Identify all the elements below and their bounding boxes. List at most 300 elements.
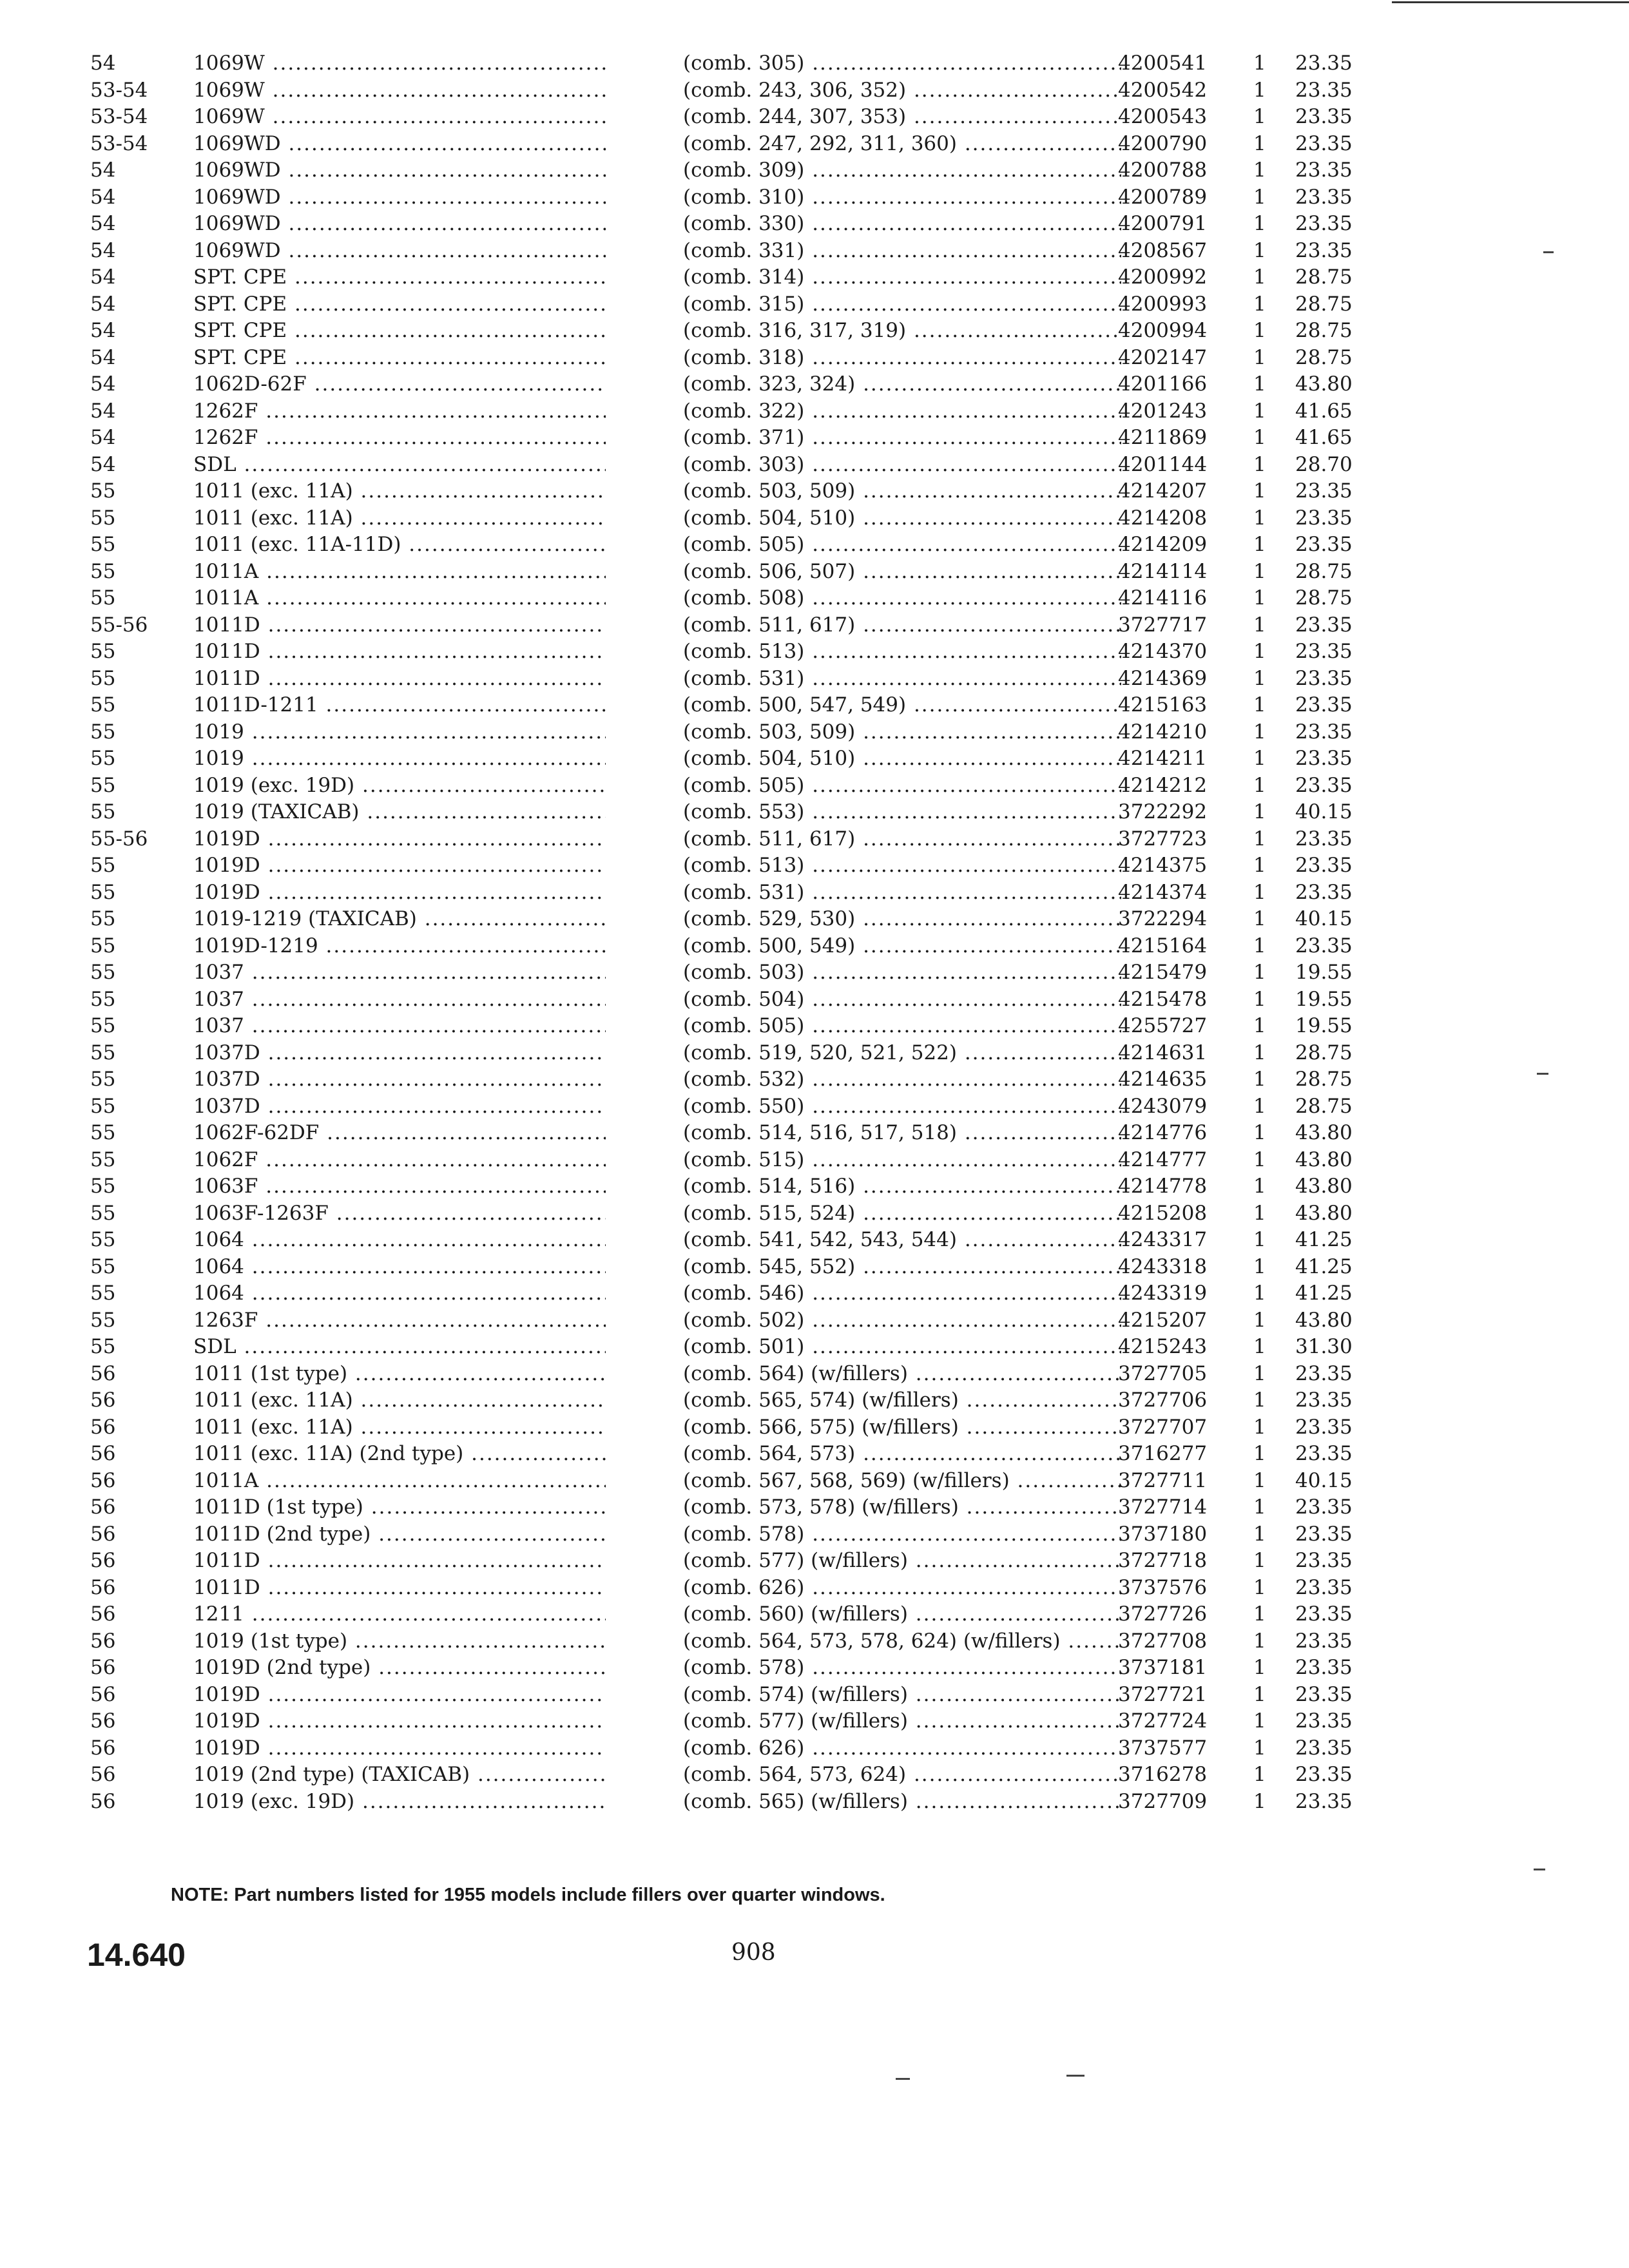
quantity-cell: 1 bbox=[1253, 399, 1266, 423]
part-number-cell: 3727711 bbox=[1118, 1468, 1208, 1492]
combination-cell: (comb. 505) ..... bbox=[683, 532, 1121, 557]
part-number-cell: 4214631 bbox=[1118, 1041, 1208, 1064]
year-cell: 55 bbox=[90, 773, 116, 797]
combination-cell: (comb. 515, 524) ..... bbox=[683, 1200, 1121, 1226]
table-row bbox=[0, 1548, 1629, 1573]
price-cell: 23.35 bbox=[1295, 854, 1353, 877]
part-number-cell: 3737577 bbox=[1118, 1736, 1208, 1760]
model-cell: 1211 ..... bbox=[193, 1601, 606, 1627]
model-cell: 1019 (2nd type) (TAXICAB) ..... bbox=[193, 1762, 606, 1787]
price-cell: 23.35 bbox=[1295, 479, 1353, 503]
combination-cell: (comb. 504, 510) ..... bbox=[683, 505, 1121, 531]
quantity-cell: 1 bbox=[1253, 747, 1266, 770]
table-row bbox=[0, 264, 1629, 290]
table-row bbox=[0, 1708, 1629, 1734]
model-cell: 1011D ..... bbox=[193, 666, 606, 691]
part-number-cell: 4208567 bbox=[1118, 238, 1208, 262]
model-cell: 1011 (exc. 11A) ..... bbox=[193, 505, 606, 531]
model-cell: 1019D ..... bbox=[193, 1708, 606, 1734]
table-row bbox=[0, 1468, 1629, 1494]
model-cell: 1064 ..... bbox=[193, 1280, 606, 1306]
price-cell: 41.25 bbox=[1295, 1228, 1353, 1251]
combination-cell: (comb. 502) ..... bbox=[683, 1307, 1121, 1333]
model-cell: 1062D-62F ..... bbox=[193, 371, 606, 397]
quantity-cell: 1 bbox=[1253, 479, 1266, 503]
table-row bbox=[0, 1682, 1629, 1707]
model-cell: SDL ..... bbox=[193, 1334, 606, 1360]
part-number-cell: 4214778 bbox=[1118, 1175, 1208, 1198]
year-cell: 56 bbox=[90, 1763, 116, 1786]
quantity-cell: 1 bbox=[1253, 1789, 1266, 1813]
part-number-cell: 3727718 bbox=[1118, 1549, 1208, 1572]
year-cell: 55 bbox=[90, 1335, 116, 1358]
table-row bbox=[0, 345, 1629, 370]
margin-mark bbox=[1534, 1869, 1545, 1870]
combination-cell: (comb. 626) ..... bbox=[683, 1735, 1121, 1761]
price-cell: 40.15 bbox=[1295, 907, 1353, 930]
year-cell: 53-54 bbox=[90, 78, 148, 102]
model-cell: 1011 (exc. 11A-11D) ..... bbox=[193, 532, 606, 557]
model-cell: 1011D ..... bbox=[193, 639, 606, 664]
page-number: 908 bbox=[731, 1939, 776, 1966]
model-cell: 1069W ..... bbox=[193, 104, 606, 130]
year-cell: 54 bbox=[90, 372, 116, 396]
combination-cell: (comb. 318) ..... bbox=[683, 345, 1121, 370]
price-cell: 23.35 bbox=[1295, 1789, 1353, 1813]
price-cell: 23.35 bbox=[1295, 747, 1353, 770]
model-cell: 1011D ..... bbox=[193, 612, 606, 638]
model-cell: 1062F ..... bbox=[193, 1147, 606, 1173]
combination-cell: (comb. 514, 516) ..... bbox=[683, 1173, 1121, 1199]
model-cell: 1011 (exc. 11A) ..... bbox=[193, 478, 606, 504]
quantity-cell: 1 bbox=[1253, 452, 1266, 476]
table-row bbox=[0, 157, 1629, 183]
table-row bbox=[0, 1628, 1629, 1654]
year-cell: 55 bbox=[90, 1068, 116, 1091]
quantity-cell: 1 bbox=[1253, 1335, 1266, 1358]
price-cell: 28.70 bbox=[1295, 452, 1353, 476]
quantity-cell: 1 bbox=[1253, 78, 1266, 102]
price-cell: 23.35 bbox=[1295, 1656, 1353, 1679]
part-number-cell: 4214375 bbox=[1118, 854, 1208, 877]
combination-cell: (comb. 519, 520, 521, 522) ..... bbox=[683, 1040, 1121, 1066]
quantity-cell: 1 bbox=[1253, 533, 1266, 556]
model-cell: 1011A ..... bbox=[193, 559, 606, 584]
model-cell: 1011D ..... bbox=[193, 1548, 606, 1573]
price-cell: 23.35 bbox=[1295, 1522, 1353, 1546]
combination-cell: (comb. 565) (w/fillers) ..... bbox=[683, 1789, 1121, 1814]
combination-cell: (comb. 303) ..... bbox=[683, 452, 1121, 477]
table-row bbox=[0, 1601, 1629, 1627]
year-cell: 54 bbox=[90, 212, 116, 235]
quantity-cell: 1 bbox=[1253, 613, 1266, 637]
section-number: 14.640 bbox=[87, 1937, 186, 1973]
year-cell: 56 bbox=[90, 1736, 116, 1760]
margin-mark bbox=[1066, 2075, 1084, 2077]
table-row bbox=[0, 1789, 1629, 1814]
model-cell: 1019D ..... bbox=[193, 879, 606, 905]
part-number-cell: 4243317 bbox=[1118, 1228, 1208, 1251]
combination-cell: (comb. 504, 510) ..... bbox=[683, 745, 1121, 771]
year-cell: 55-56 bbox=[90, 613, 148, 637]
model-cell: 1037 ..... bbox=[193, 959, 606, 985]
year-cell: 54 bbox=[90, 238, 116, 262]
model-cell: 1064 ..... bbox=[193, 1254, 606, 1280]
price-cell: 23.35 bbox=[1295, 533, 1353, 556]
quantity-cell: 1 bbox=[1253, 987, 1266, 1011]
part-number-cell: 4243319 bbox=[1118, 1282, 1208, 1305]
model-cell: 1037D ..... bbox=[193, 1040, 606, 1066]
price-cell: 23.35 bbox=[1295, 1602, 1353, 1626]
part-number-cell: 4255727 bbox=[1118, 1014, 1208, 1037]
part-number-cell: 4214635 bbox=[1118, 1068, 1208, 1091]
year-cell: 56 bbox=[90, 1682, 116, 1706]
part-number-cell: 4200542 bbox=[1118, 78, 1208, 102]
model-cell: 1019 (exc. 19D) ..... bbox=[193, 1789, 606, 1814]
combination-cell: (comb. 513) ..... bbox=[683, 852, 1121, 878]
combination-cell: (comb. 550) ..... bbox=[683, 1093, 1121, 1119]
quantity-cell: 1 bbox=[1253, 1361, 1266, 1385]
table-row bbox=[0, 50, 1629, 76]
part-number-cell: 4214374 bbox=[1118, 880, 1208, 904]
quantity-cell: 1 bbox=[1253, 1068, 1266, 1091]
model-cell: 1063F ..... bbox=[193, 1173, 606, 1199]
model-cell: SPT. CPE ..... bbox=[193, 291, 606, 317]
part-number-cell: 4214776 bbox=[1118, 1121, 1208, 1144]
quantity-cell: 1 bbox=[1253, 1121, 1266, 1144]
quantity-cell: 1 bbox=[1253, 345, 1266, 369]
year-cell: 56 bbox=[90, 1361, 116, 1385]
year-cell: 56 bbox=[90, 1575, 116, 1599]
price-cell: 23.35 bbox=[1295, 52, 1353, 75]
combination-cell: (comb. 577) (w/fillers) ..... bbox=[683, 1548, 1121, 1573]
table-row bbox=[0, 291, 1629, 317]
part-number-cell: 4214209 bbox=[1118, 533, 1208, 556]
year-cell: 54 bbox=[90, 399, 116, 423]
year-cell: 56 bbox=[90, 1629, 116, 1653]
table-row bbox=[0, 1387, 1629, 1413]
model-cell: SDL ..... bbox=[193, 452, 606, 477]
quantity-cell: 1 bbox=[1253, 1175, 1266, 1198]
table-row bbox=[0, 1575, 1629, 1600]
part-number-cell: 4200992 bbox=[1118, 265, 1208, 289]
year-cell: 56 bbox=[90, 1522, 116, 1546]
table-row bbox=[0, 318, 1629, 343]
part-number-cell: 3727726 bbox=[1118, 1602, 1208, 1626]
quantity-cell: 1 bbox=[1253, 1201, 1266, 1225]
price-cell: 23.35 bbox=[1295, 773, 1353, 797]
model-cell: 1011 (1st type) ..... bbox=[193, 1361, 606, 1387]
table-row bbox=[0, 959, 1629, 985]
part-number-cell: 4200788 bbox=[1118, 159, 1208, 182]
quantity-cell: 1 bbox=[1253, 212, 1266, 235]
part-number-cell: 4201243 bbox=[1118, 399, 1208, 423]
model-cell: 1019D ..... bbox=[193, 1735, 606, 1761]
year-cell: 54 bbox=[90, 452, 116, 476]
model-cell: 1019D (2nd type) ..... bbox=[193, 1655, 606, 1680]
year-cell: 55 bbox=[90, 961, 116, 984]
part-number-cell: 3727721 bbox=[1118, 1682, 1208, 1706]
year-cell: 56 bbox=[90, 1709, 116, 1733]
model-cell: 1011A ..... bbox=[193, 585, 606, 611]
price-cell: 23.35 bbox=[1295, 1442, 1353, 1465]
model-cell: 1019 ..... bbox=[193, 745, 606, 771]
year-cell: 56 bbox=[90, 1468, 116, 1492]
price-cell: 43.80 bbox=[1295, 1175, 1353, 1198]
combination-cell: (comb. 323, 324) ..... bbox=[683, 371, 1121, 397]
model-cell: 1011D ..... bbox=[193, 1575, 606, 1600]
table-row bbox=[0, 745, 1629, 771]
year-cell: 54 bbox=[90, 52, 116, 75]
table-row bbox=[0, 131, 1629, 157]
part-number-cell: 3722292 bbox=[1118, 800, 1208, 823]
quantity-cell: 1 bbox=[1253, 1709, 1266, 1733]
model-cell: 1069WD ..... bbox=[193, 157, 606, 183]
table-row bbox=[0, 1361, 1629, 1387]
price-cell: 19.55 bbox=[1295, 1014, 1353, 1037]
part-number-cell: 4201144 bbox=[1118, 452, 1208, 476]
table-row bbox=[0, 1254, 1629, 1280]
part-number-cell: 4214116 bbox=[1118, 586, 1208, 610]
model-cell: 1037 ..... bbox=[193, 1013, 606, 1039]
price-cell: 43.80 bbox=[1295, 1148, 1353, 1171]
part-number-cell: 3737576 bbox=[1118, 1575, 1208, 1599]
year-cell: 55 bbox=[90, 800, 116, 823]
table-row bbox=[0, 1227, 1629, 1253]
price-cell: 28.75 bbox=[1295, 292, 1353, 316]
part-number-cell: 4200993 bbox=[1118, 292, 1208, 316]
quantity-cell: 1 bbox=[1253, 105, 1266, 128]
table-row bbox=[0, 585, 1629, 611]
price-cell: 23.35 bbox=[1295, 506, 1353, 530]
price-cell: 23.35 bbox=[1295, 1495, 1353, 1519]
quantity-cell: 1 bbox=[1253, 1682, 1266, 1706]
price-cell: 23.35 bbox=[1295, 105, 1353, 128]
combination-cell: (comb. 513) ..... bbox=[683, 639, 1121, 664]
model-cell: 1019D ..... bbox=[193, 826, 606, 852]
quantity-cell: 1 bbox=[1253, 586, 1266, 610]
part-number-cell: 3722294 bbox=[1118, 907, 1208, 930]
combination-cell: (comb. 573, 578) (w/fillers) ..... bbox=[683, 1494, 1121, 1520]
combination-cell: (comb. 564) (w/fillers) ..... bbox=[683, 1361, 1121, 1387]
part-number-cell: 4202147 bbox=[1118, 345, 1208, 369]
quantity-cell: 1 bbox=[1253, 372, 1266, 396]
price-cell: 23.35 bbox=[1295, 640, 1353, 663]
year-cell: 55 bbox=[90, 1201, 116, 1225]
quantity-cell: 1 bbox=[1253, 426, 1266, 449]
table-row bbox=[0, 1147, 1629, 1173]
price-cell: 43.80 bbox=[1295, 1121, 1353, 1144]
model-cell: 1037 ..... bbox=[193, 986, 606, 1012]
year-cell: 55 bbox=[90, 987, 116, 1011]
combination-cell: (comb. 330) ..... bbox=[683, 211, 1121, 236]
quantity-cell: 1 bbox=[1253, 265, 1266, 289]
year-cell: 56 bbox=[90, 1389, 116, 1412]
combination-cell: (comb. 331) ..... bbox=[683, 238, 1121, 264]
table-row bbox=[0, 1494, 1629, 1520]
price-cell: 41.65 bbox=[1295, 399, 1353, 423]
price-cell: 23.35 bbox=[1295, 238, 1353, 262]
combination-cell: (comb. 565, 574) (w/fillers) ..... bbox=[683, 1387, 1121, 1413]
part-number-cell: 4215208 bbox=[1118, 1201, 1208, 1225]
combination-cell: (comb. 564, 573) ..... bbox=[683, 1441, 1121, 1466]
price-cell: 41.25 bbox=[1295, 1254, 1353, 1278]
model-cell: 1037D ..... bbox=[193, 1066, 606, 1092]
table-row bbox=[0, 425, 1629, 450]
model-cell: 1037D ..... bbox=[193, 1093, 606, 1119]
price-cell: 23.35 bbox=[1295, 1629, 1353, 1653]
margin-mark bbox=[1537, 1073, 1548, 1075]
combination-cell: (comb. 577) (w/fillers) ..... bbox=[683, 1708, 1121, 1734]
year-cell: 55 bbox=[90, 506, 116, 530]
quantity-cell: 1 bbox=[1253, 720, 1266, 744]
price-cell: 23.35 bbox=[1295, 720, 1353, 744]
part-number-cell: 3727708 bbox=[1118, 1629, 1208, 1653]
part-number-cell: 4215207 bbox=[1118, 1308, 1208, 1332]
model-cell: 1069WD ..... bbox=[193, 184, 606, 210]
combination-cell: (comb. 578) ..... bbox=[683, 1521, 1121, 1547]
price-cell: 23.35 bbox=[1295, 827, 1353, 850]
table-row bbox=[0, 104, 1629, 130]
price-cell: 23.35 bbox=[1295, 1361, 1353, 1385]
table-row bbox=[0, 1334, 1629, 1360]
year-cell: 55 bbox=[90, 586, 116, 610]
year-cell: 55 bbox=[90, 880, 116, 904]
year-cell: 55 bbox=[90, 1308, 116, 1332]
model-cell: 1263F ..... bbox=[193, 1307, 606, 1333]
quantity-cell: 1 bbox=[1253, 693, 1266, 716]
year-cell: 55 bbox=[90, 1148, 116, 1171]
table-row bbox=[0, 371, 1629, 397]
year-cell: 56 bbox=[90, 1495, 116, 1519]
quantity-cell: 1 bbox=[1253, 1629, 1266, 1653]
combination-cell: (comb. 546) ..... bbox=[683, 1280, 1121, 1306]
combination-cell: (comb. 504) ..... bbox=[683, 986, 1121, 1012]
year-cell: 56 bbox=[90, 1549, 116, 1572]
quantity-cell: 1 bbox=[1253, 1308, 1266, 1332]
table-row bbox=[0, 559, 1629, 584]
combination-cell: (comb. 500, 547, 549) ..... bbox=[683, 692, 1121, 718]
price-cell: 23.35 bbox=[1295, 1415, 1353, 1439]
combination-cell: (comb. 505) ..... bbox=[683, 773, 1121, 798]
part-number-cell: 4214212 bbox=[1118, 773, 1208, 797]
price-cell: 23.35 bbox=[1295, 613, 1353, 637]
quantity-cell: 1 bbox=[1253, 1522, 1266, 1546]
part-number-cell: 4214208 bbox=[1118, 506, 1208, 530]
price-cell: 23.35 bbox=[1295, 880, 1353, 904]
combination-cell: (comb. 315) ..... bbox=[683, 291, 1121, 317]
year-cell: 56 bbox=[90, 1442, 116, 1465]
quantity-cell: 1 bbox=[1253, 1763, 1266, 1786]
model-cell: 1019D ..... bbox=[193, 1682, 606, 1707]
year-cell: 54 bbox=[90, 159, 116, 182]
year-cell: 55 bbox=[90, 533, 116, 556]
price-cell: 43.80 bbox=[1295, 1308, 1353, 1332]
part-number-cell: 4211869 bbox=[1118, 426, 1208, 449]
combination-cell: (comb. 626) ..... bbox=[683, 1575, 1121, 1600]
quantity-cell: 1 bbox=[1253, 1468, 1266, 1492]
part-number-cell: 4214370 bbox=[1118, 640, 1208, 663]
year-cell: 55 bbox=[90, 666, 116, 690]
part-number-cell: 4200543 bbox=[1118, 105, 1208, 128]
price-cell: 23.35 bbox=[1295, 131, 1353, 155]
quantity-cell: 1 bbox=[1253, 1014, 1266, 1037]
year-cell: 55 bbox=[90, 693, 116, 716]
year-cell: 53-54 bbox=[90, 131, 148, 155]
combination-cell: (comb. 314) ..... bbox=[683, 264, 1121, 290]
price-cell: 40.15 bbox=[1295, 800, 1353, 823]
model-cell: 1262F ..... bbox=[193, 425, 606, 450]
combination-cell: (comb. 531) ..... bbox=[683, 666, 1121, 691]
year-cell: 55 bbox=[90, 934, 116, 957]
model-cell: 1011 (exc. 11A) ..... bbox=[193, 1387, 606, 1413]
year-cell: 55 bbox=[90, 1228, 116, 1251]
quantity-cell: 1 bbox=[1253, 1656, 1266, 1679]
combination-cell: (comb. 506, 507) ..... bbox=[683, 559, 1121, 584]
part-number-cell: 4200541 bbox=[1118, 52, 1208, 75]
part-number-cell: 4200791 bbox=[1118, 212, 1208, 235]
quantity-cell: 1 bbox=[1253, 185, 1266, 209]
price-cell: 23.35 bbox=[1295, 212, 1353, 235]
year-cell: 54 bbox=[90, 426, 116, 449]
quantity-cell: 1 bbox=[1253, 559, 1266, 583]
table-row bbox=[0, 799, 1629, 825]
quantity-cell: 1 bbox=[1253, 159, 1266, 182]
footnote: NOTE: Part numbers listed for 1955 models include fillers over quarter windows. bbox=[171, 1885, 885, 1905]
table-row bbox=[0, 398, 1629, 424]
quantity-cell: 1 bbox=[1253, 1282, 1266, 1305]
model-cell: 1011 (exc. 11A) (2nd type) ..... bbox=[193, 1441, 606, 1466]
quantity-cell: 1 bbox=[1253, 1389, 1266, 1412]
year-cell: 55 bbox=[90, 1254, 116, 1278]
quantity-cell: 1 bbox=[1253, 1041, 1266, 1064]
combination-cell: (comb. 566, 575) (w/fillers) ..... bbox=[683, 1414, 1121, 1440]
table-row bbox=[0, 452, 1629, 477]
table-row bbox=[0, 1307, 1629, 1333]
table-row bbox=[0, 1040, 1629, 1066]
year-cell: 55 bbox=[90, 1175, 116, 1198]
price-cell: 23.35 bbox=[1295, 1682, 1353, 1706]
model-cell: 1011D (1st type) ..... bbox=[193, 1494, 606, 1520]
quantity-cell: 1 bbox=[1253, 666, 1266, 690]
combination-cell: (comb. 322) ..... bbox=[683, 398, 1121, 424]
year-cell: 53-54 bbox=[90, 105, 148, 128]
combination-cell: (comb. 243, 306, 352) ..... bbox=[683, 77, 1121, 103]
model-cell: 1019 (exc. 19D) ..... bbox=[193, 773, 606, 798]
part-number-cell: 4201166 bbox=[1118, 372, 1208, 396]
model-cell: 1069WD ..... bbox=[193, 211, 606, 236]
price-cell: 23.35 bbox=[1295, 1709, 1353, 1733]
part-number-cell: 4214777 bbox=[1118, 1148, 1208, 1171]
year-cell: 55 bbox=[90, 1121, 116, 1144]
margin-mark bbox=[1543, 251, 1554, 253]
table-row bbox=[0, 1762, 1629, 1787]
year-cell: 54 bbox=[90, 292, 116, 316]
part-number-cell: 4214207 bbox=[1118, 479, 1208, 503]
table-row bbox=[0, 773, 1629, 798]
price-cell: 23.35 bbox=[1295, 666, 1353, 690]
combination-cell: (comb. 244, 307, 353) ..... bbox=[683, 104, 1121, 130]
table-row bbox=[0, 532, 1629, 557]
year-cell: 55 bbox=[90, 720, 116, 744]
table-row bbox=[0, 1013, 1629, 1039]
combination-cell: (comb. 567, 568, 569) (w/fillers) ..... bbox=[683, 1468, 1121, 1494]
part-number-cell: 4214211 bbox=[1118, 747, 1208, 770]
table-row bbox=[0, 1521, 1629, 1547]
table-row bbox=[0, 1093, 1629, 1119]
table-row bbox=[0, 719, 1629, 745]
quantity-cell: 1 bbox=[1253, 800, 1266, 823]
